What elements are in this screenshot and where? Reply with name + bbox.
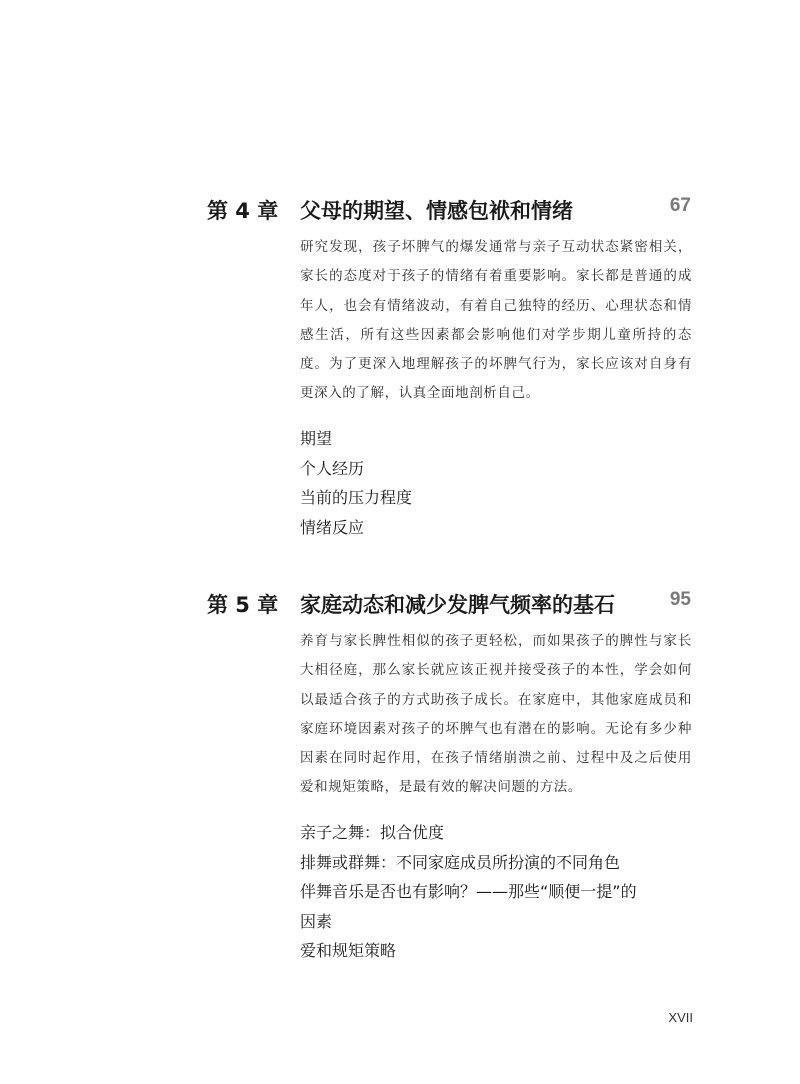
chapter-5-summary: 养育与家长脾性相似的孩子更轻松，而如果孩子的脾性与家长大相径庭，那么家长就应该正视并接受孩子的本性，学会如何以最适合孩子的方式助孩子成长。在家庭中，其他家庭成员和家庭环境因素对孩子的坏脾气也有潜在的影响。无论有多少种因素在同时起作用，在孩子情绪崩溃之前、过程中及之后使用爱和规矩策略，是最有效的解决问题的方法。	[300, 633, 692, 796]
chapter-page-number: 67	[669, 195, 691, 216]
chapter-5-section-list	[300, 818, 700, 966]
section-item: 当前的压力程度	[300, 488, 413, 507]
section-item: 个人经历	[300, 458, 365, 478]
section-item: 爱和规矩策略	[300, 941, 397, 960]
section-item: 期望	[300, 429, 333, 448]
section-item: 排舞或群舞：不同家庭成员所扮演的不同角色	[300, 852, 621, 872]
chapter-page-number: 95	[669, 589, 691, 610]
chapter-4-summary: 研究发现，孩子坏脾气的爆发通常与亲子互动状态紧密相关，家长的态度对于孩子的情绪有着重要影响。家长都是普通的成年人，也会有情绪波动，有着自己独特的经历、心理状态和情感生活，所有这些因素都会影响他们对学步期儿童所持的态度。为了更深入地理解孩子的坏脾气行为，家长应该对自身有更深入的了解，认真全面地剖析自己。	[300, 239, 692, 402]
section-item: 情绪反应	[300, 517, 365, 537]
section-item: 因素	[300, 911, 333, 931]
chapter-number: 第 5 章	[207, 593, 279, 617]
section-item: 亲子之舞：拟合优度	[300, 823, 445, 842]
chapter-title: 父母的期望、情感包袱和情绪	[300, 199, 573, 223]
page-folio: XVII	[668, 1010, 693, 1025]
chapter-4-heading	[207, 195, 691, 229]
chapter-4-section-list	[300, 424, 700, 542]
chapter-5-heading	[207, 589, 691, 623]
chapter-title: 家庭动态和减少发脾气频率的基石	[300, 593, 615, 617]
chapter-number: 第 4 章	[207, 199, 279, 223]
section-item: 伴舞音乐是否也有影响？——那些“顺便一提”的	[300, 882, 637, 901]
